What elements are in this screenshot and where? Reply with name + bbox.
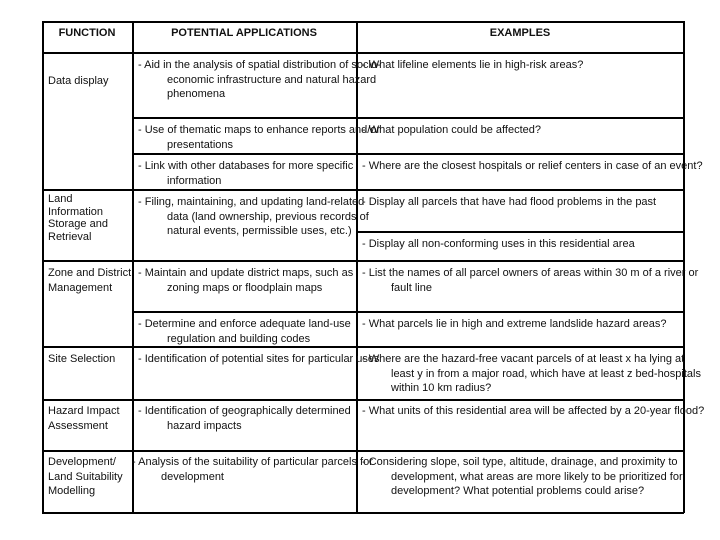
example-cell: - Display all parcels that have had flood problems in the past: [362, 196, 657, 208]
application-cell: - Link with other databases for more specific information: [138, 160, 354, 187]
example-cell: - What lifeline elements lie in high-risk areas?: [362, 59, 584, 71]
example-cell: - What parcels lie in high and extreme landslide hazard areas?: [362, 318, 667, 330]
application-cell: - Filing, maintaining, and updating land-related data (land ownership, previous records of natural events, permissible uses, etc.): [138, 196, 369, 237]
function-cell: Zone and District Management: [48, 267, 132, 294]
application-cell: - Analysis of the suitability of particular parcels for development: [132, 456, 373, 483]
example-cell: - List the names of all parcel owners of areas within 30 m of a river or fault line: [362, 267, 699, 294]
header-examples: EXAMPLES: [489, 27, 551, 39]
application-cell: - Use of thematic maps to enhance reports and/or presentations: [138, 124, 381, 151]
column-divider: [132, 21, 134, 513]
example-cell: - Considering slope, soil type, altitude, drainage, and proximity to development, what areas are more likely to be prioritized for development? What potential problems could arise?: [362, 456, 683, 497]
application-cell: - Maintain and update district maps, such as zoning maps or floodplain maps: [138, 267, 354, 294]
row-divider: [356, 231, 684, 233]
function-cell: Data display: [48, 75, 109, 87]
example-cell: - Where are the closest hospitals or relief centers in case of an event?: [362, 160, 703, 172]
application-cell: - Aid in the analysis of spatial distribution of socio-economic infrastructure and natural hazard phenomena: [138, 59, 381, 100]
row-divider: [42, 189, 684, 191]
gis-applications-table: [42, 21, 705, 513]
application-cell: - Determine and enforce adequate land-use regulation and building codes: [138, 318, 351, 345]
row-divider: [42, 346, 684, 348]
row-divider: [42, 450, 684, 452]
example-cell: - What units of this residential area will be affected by a 20-year flood?: [362, 405, 705, 417]
example-cell: - What population could be affected?: [362, 124, 541, 136]
header-divider: [42, 52, 684, 54]
row-divider: [42, 399, 684, 401]
function-cell: Development/ Land Suitability Modelling: [48, 456, 123, 497]
row-divider: [132, 153, 684, 155]
header-applications: POTENTIAL APPLICATIONS: [171, 27, 317, 39]
function-cell: Site Selection: [48, 353, 116, 365]
table-border-bottom: [42, 512, 684, 514]
row-divider: [42, 260, 684, 262]
header-function: FUNCTION: [58, 27, 116, 39]
application-cell: - Identification of potential sites for particular uses: [138, 353, 380, 365]
row-divider: [132, 117, 684, 119]
example-cell: - Where are the hazard-free vacant parcels of at least x ha lying at least y in from a major road, which have at least z bed-hospitals within 10 km radius?: [362, 353, 701, 394]
row-divider: [132, 311, 684, 313]
example-cell: - Display all non-conforming uses in this residential area: [362, 238, 635, 250]
table-border-left: [42, 21, 44, 513]
table-border-top: [42, 21, 684, 23]
function-cell: Hazard Impact Assessment: [48, 405, 120, 432]
function-cell: Land Information Storage and Retrieval: [48, 193, 108, 243]
application-cell: - Identification of geographically determined hazard impacts: [138, 405, 351, 432]
